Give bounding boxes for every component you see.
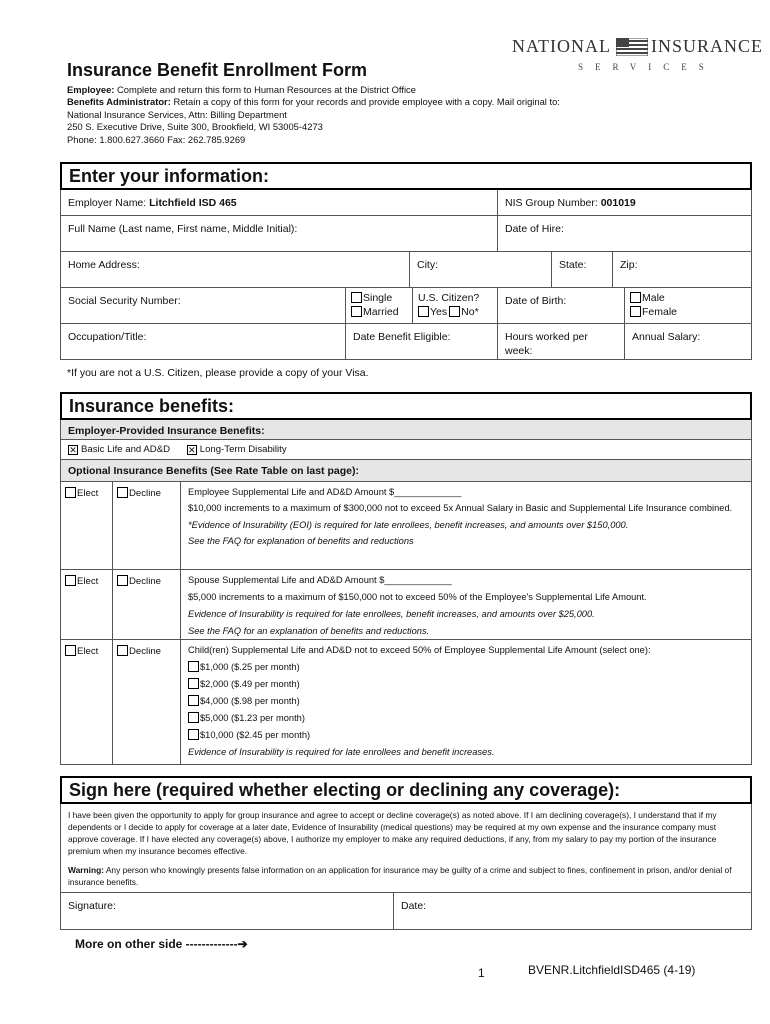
state-field[interactable] bbox=[552, 252, 613, 288]
child-option-2-label: $2,000 ($.49 per month) bbox=[200, 679, 300, 689]
ltd-label: Long-Term Disability bbox=[199, 444, 287, 455]
full-name-label: Full Name (Last name, First name, Middle Initial): bbox=[68, 223, 298, 235]
child-option-3-label: $4,000 ($.98 per month) bbox=[200, 696, 300, 706]
admin-text: Retain a copy of this form for your records and provide employee with a copy. Mail original to: bbox=[170, 96, 560, 108]
male-label: Male bbox=[642, 292, 665, 304]
city-field[interactable] bbox=[410, 252, 552, 288]
female-label: Female bbox=[642, 306, 678, 318]
phone-fax: Phone: 1.800.627.3660 Fax: 262.785.9269 bbox=[67, 133, 246, 145]
gender-field bbox=[625, 288, 751, 324]
benefit-eligible-field[interactable] bbox=[346, 324, 498, 360]
logo-subtitle: SERVICES bbox=[578, 62, 716, 72]
form-instructions bbox=[67, 84, 560, 146]
group-number-value: 001019 bbox=[600, 197, 636, 209]
child-decline-label: Decline bbox=[129, 646, 161, 657]
spouse-supplemental-cell bbox=[181, 570, 751, 640]
citizen-no-checkbox[interactable] bbox=[449, 306, 460, 317]
single-checkbox[interactable] bbox=[351, 292, 362, 303]
employer-provided-row bbox=[61, 440, 751, 460]
married-checkbox[interactable] bbox=[351, 306, 362, 317]
section-heading-sign: Sign here (required whether electing or declining any coverage): bbox=[60, 776, 752, 804]
child-option-1 bbox=[188, 659, 744, 676]
employee-decline-cell bbox=[113, 482, 181, 570]
child-option-3 bbox=[188, 693, 744, 710]
group-number-label: NIS Group Number: bbox=[505, 197, 601, 209]
citizen-yes-checkbox[interactable] bbox=[418, 306, 429, 317]
date-label: Date: bbox=[401, 900, 427, 912]
employer-name-label: Employer Name: bbox=[68, 197, 150, 209]
group-number-field bbox=[498, 190, 751, 216]
child-eoi-note: Evidence of Insurability is required for late enrollees and benefit increases. bbox=[188, 747, 495, 757]
marital-status-field bbox=[346, 288, 413, 324]
benefits-grid bbox=[60, 420, 752, 765]
spouse-decline-label: Decline bbox=[129, 576, 161, 587]
child-decline-checkbox[interactable] bbox=[117, 645, 128, 656]
more-text: More on other side ------------- bbox=[75, 937, 238, 951]
employee-elect-label: Elect bbox=[77, 488, 99, 499]
occupation-label: Occupation/Title: bbox=[68, 331, 147, 343]
section-heading-information: Enter your information: bbox=[60, 162, 752, 190]
married-label: Married bbox=[363, 306, 399, 318]
child-elect-checkbox[interactable] bbox=[65, 645, 76, 656]
optional-heading: Optional Insurance Benefits (See Rate Table on last page): bbox=[61, 460, 751, 482]
single-label: Single bbox=[363, 292, 393, 304]
address-line-2: 250 S. Executive Drive, Suite 300, Brookfield, WI 53005-4273 bbox=[67, 121, 323, 133]
warning-text: Any person who knowingly presents false information on an application for insurance may be guilty of a crime and subject to fines, confinement in prison, and/or denial of insurance benefits. bbox=[68, 865, 732, 887]
date-field[interactable] bbox=[394, 892, 751, 929]
section-heading-benefits: Insurance benefits: bbox=[60, 392, 752, 420]
spouse-elect-checkbox[interactable] bbox=[65, 575, 76, 586]
employer-name-field bbox=[61, 190, 498, 216]
salary-field[interactable] bbox=[625, 324, 751, 360]
citizen-no-label: No* bbox=[461, 306, 479, 318]
child-option-4 bbox=[188, 710, 744, 727]
warning-label: Warning: bbox=[68, 865, 104, 875]
signature-label: Signature: bbox=[68, 900, 116, 912]
employee-elect-cell bbox=[61, 482, 113, 570]
ltd-checked-checkbox: ✕ bbox=[187, 445, 196, 455]
more-on-other-side bbox=[75, 937, 248, 951]
spouse-supplemental-title: Spouse Supplemental Life and AD&D Amount $_____________ bbox=[188, 575, 452, 585]
sign-grid bbox=[60, 804, 752, 930]
spouse-elect-label: Elect bbox=[77, 576, 99, 587]
consent-paragraph: I have been given the opportunity to apply for group insurance and agree to accept or decline coverage(s) as noted above. If I am declining coverage(s), I understand that if my dependents or I decide to apply for coverage at a later date, Evidence of Insurability (medical questions) may be required at my own expense and the insurance company must approve coverage. If I have elected any coverage(s) above, I authorize my employer to make any required deductions, if any, from my salary to pay my portion of the insurance premium when my insurance becomes effective. bbox=[68, 810, 717, 856]
information-grid bbox=[60, 190, 752, 360]
spouse-supplemental-increments: $5,000 increments to a maximum of $150,000 not to exceed 50% of the Employee's Supplemental Life Amount. bbox=[188, 592, 647, 602]
employer-name-value: Litchfield ISD 465 bbox=[149, 197, 237, 209]
occupation-field[interactable] bbox=[61, 324, 346, 360]
spouse-decline-checkbox[interactable] bbox=[117, 575, 128, 586]
basic-life-checked-checkbox: ✕ bbox=[69, 445, 77, 455]
citizen-yes-label: Yes bbox=[430, 306, 448, 318]
address-line-1: National Insurance Services, Attn: Billing Department bbox=[67, 108, 287, 120]
spouse-elect-cell bbox=[61, 570, 113, 640]
spouse-faq-note: See the FAQ for an explanation of benefits and reductions. bbox=[188, 626, 430, 636]
warning-paragraph bbox=[61, 862, 751, 893]
form-id: BVENR.LitchfieldISD465 (4-19) bbox=[528, 963, 696, 977]
spouse-decline-cell bbox=[113, 570, 181, 640]
child-option-5-label: $10,000 ($2.45 per month) bbox=[200, 730, 311, 740]
child-option-1-label: $1,000 ($.25 per month) bbox=[200, 662, 300, 672]
ssn-field[interactable] bbox=[61, 288, 346, 324]
citizen-field bbox=[413, 288, 498, 324]
child-option-3-checkbox[interactable] bbox=[188, 695, 199, 706]
dob-label: Date of Birth: bbox=[505, 295, 567, 307]
child-option-4-label: $5,000 ($1.23 per month) bbox=[200, 713, 305, 723]
child-option-2-checkbox[interactable] bbox=[188, 678, 199, 689]
signature-field[interactable] bbox=[61, 892, 394, 929]
salary-label: Annual Salary: bbox=[632, 331, 701, 343]
child-supplemental-title: Child(ren) Supplemental Life and AD&D not to exceed 50% of Employee Supplemental Life Amount (select one): bbox=[188, 645, 651, 655]
basic-life-label: Basic Life and AD&D bbox=[81, 444, 171, 455]
child-option-4-checkbox[interactable] bbox=[188, 712, 199, 723]
hire-date-field[interactable] bbox=[498, 216, 751, 252]
home-address-label: Home Address: bbox=[68, 259, 140, 271]
employee-label: Employee: bbox=[67, 84, 115, 95]
child-supplemental-cell bbox=[181, 640, 751, 765]
hours-label: Hours worked per week: bbox=[505, 331, 588, 357]
arrow-right-icon: ➔ bbox=[237, 937, 248, 951]
dob-field[interactable] bbox=[498, 288, 625, 324]
child-option-2 bbox=[188, 676, 744, 693]
logo-word-left: NATIONAL bbox=[512, 36, 611, 56]
zip-label: Zip: bbox=[620, 259, 638, 271]
ssn-label: Social Security Number: bbox=[68, 295, 181, 307]
child-option-1-checkbox[interactable] bbox=[188, 661, 199, 672]
citizen-label: U.S. Citizen? bbox=[418, 292, 480, 304]
employer-provided-heading: Employer-Provided Insurance Benefits: bbox=[61, 420, 751, 440]
hire-date-label: Date of Hire: bbox=[505, 223, 564, 235]
page-number: 1 bbox=[478, 966, 485, 980]
full-name-field[interactable] bbox=[61, 216, 498, 252]
benefit-eligible-label: Date Benefit Eligible: bbox=[353, 331, 451, 343]
hours-field[interactable] bbox=[498, 324, 625, 360]
employee-eoi-note: *Evidence of Insurability (EOI) is required for late enrollees, benefit increases, and amounts over $150,000. bbox=[188, 520, 629, 530]
male-checkbox[interactable] bbox=[630, 292, 641, 303]
national-insurance-logo bbox=[508, 36, 763, 76]
employee-supplemental-title: Employee Supplemental Life and AD&D Amount $_____________ bbox=[188, 487, 462, 497]
child-elect-label: Elect bbox=[77, 646, 99, 657]
spouse-eoi-note: Evidence of Insurability is required for late enrollees, benefit increases, and amounts over $25,000. bbox=[188, 609, 595, 619]
admin-label: Benefits Administrator: bbox=[67, 96, 171, 108]
employee-decline-checkbox[interactable] bbox=[117, 487, 128, 498]
child-option-5 bbox=[188, 727, 744, 744]
citizen-note: *If you are not a U.S. Citizen, please provide a copy of your Visa. bbox=[67, 367, 369, 379]
home-address-field[interactable] bbox=[61, 252, 410, 288]
us-flag-icon bbox=[616, 38, 648, 56]
state-label: State: bbox=[559, 259, 587, 271]
employee-decline-label: Decline bbox=[129, 488, 161, 499]
logo-word-right: INSURANCE bbox=[651, 36, 764, 56]
form-title: Insurance Benefit Enrollment Form bbox=[67, 60, 368, 80]
employee-faq-note: See the FAQ for explanation of benefits and reductions bbox=[188, 536, 414, 546]
child-elect-cell bbox=[61, 640, 113, 765]
city-label: City: bbox=[417, 259, 438, 271]
employee-supplemental-increments: $10,000 increments to a maximum of $300,000 not to exceed 5x Annual Salary in Basic and Supplemental Life Insurance combined. bbox=[188, 503, 733, 513]
child-decline-cell bbox=[113, 640, 181, 765]
child-option-5-checkbox[interactable] bbox=[188, 729, 199, 740]
female-checkbox[interactable] bbox=[630, 306, 641, 317]
employee-text: Complete and return this form to Human Resources at the District Office bbox=[114, 84, 416, 95]
employee-elect-checkbox[interactable] bbox=[65, 487, 76, 498]
zip-field[interactable] bbox=[613, 252, 751, 288]
employee-supplemental-cell bbox=[181, 482, 751, 570]
